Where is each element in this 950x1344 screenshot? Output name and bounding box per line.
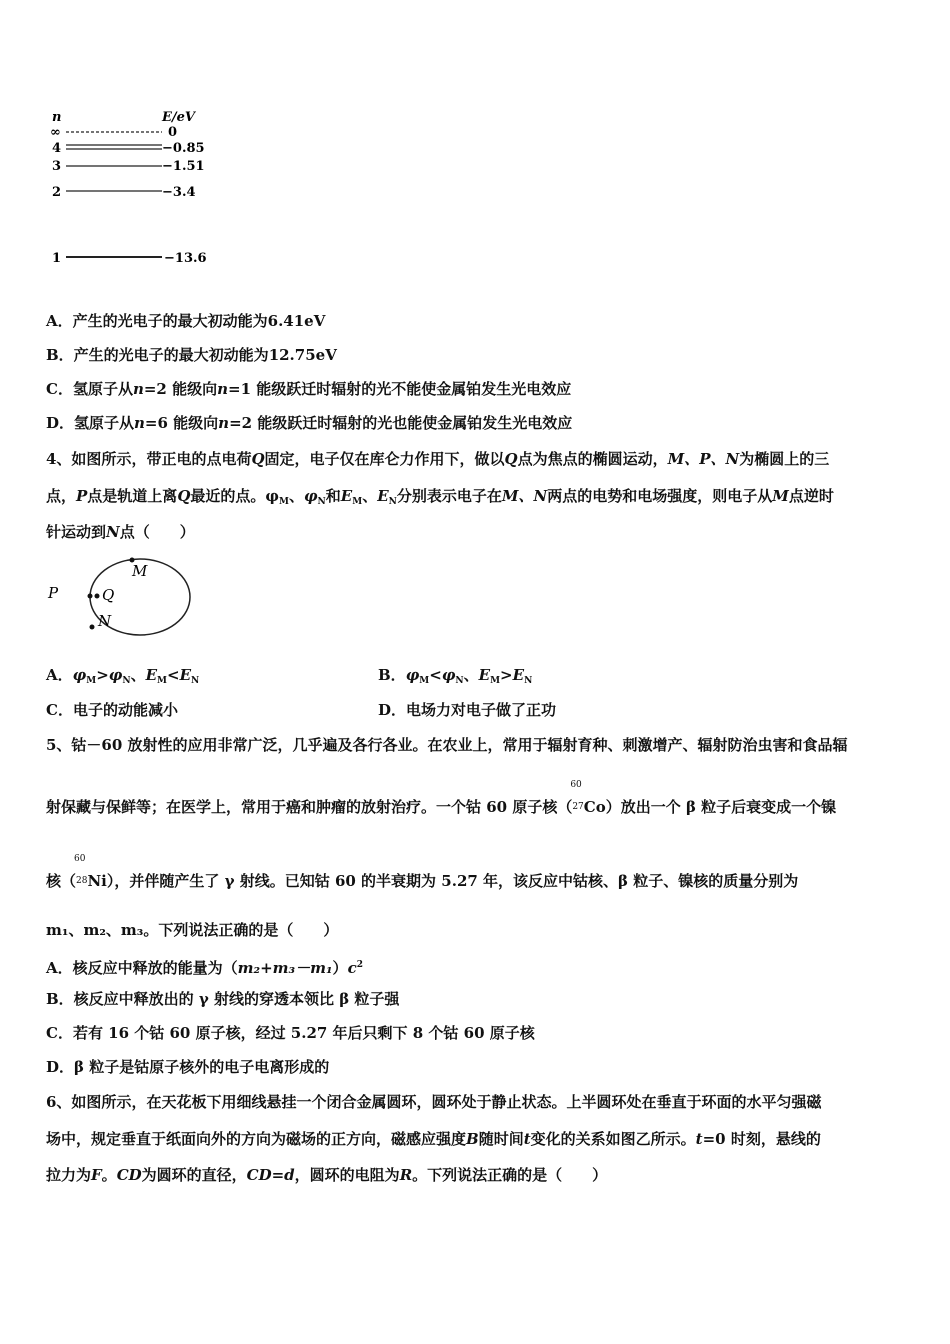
label-m: M bbox=[132, 562, 148, 580]
q6-stem-line-2: 场中，规定垂直于纸面向外的方向为磁场的正方向，磁感应强度B随时间t变化的关系如图乙所示。t=0 时刻，悬线的 bbox=[46, 1130, 821, 1148]
q6-stem-line-1: 6、如图所示，在天花板下用细线悬挂一个闭合金属圆环，圆环处于静止状态。上半圆环处在垂直于环面的水平匀强磁 bbox=[46, 1093, 822, 1111]
q5-option-c: C．若有 16 个钴 60 原子核，经过 5.27 年后只剩下 8 个钴 60 原子核 bbox=[46, 1024, 535, 1042]
point-p bbox=[88, 594, 93, 599]
q6-stem-line-3: 拉力为F。CD为圆环的直径，CD=d，圆环的电阻为R。下列说法正确的是（ ） bbox=[46, 1166, 608, 1184]
q4-option-d: D．电场力对电子做了正功 bbox=[378, 701, 557, 719]
point-q bbox=[95, 594, 100, 599]
level-e-3: −1.51 bbox=[162, 159, 205, 174]
level-n-inf: ∞ bbox=[50, 125, 61, 140]
level-n-1: 1 bbox=[52, 251, 62, 266]
label-p: P bbox=[48, 584, 59, 602]
q5-option-a: A．核反应中释放的能量为$(m_2+m_3-m_1)c^2$ bbox=[46, 959, 363, 977]
q5-stem-line-3: 核（ 60 $^{28}$Ni），并伴随产生了 γ 射线。已知钴 60 的半衰期为 5.27 年，该反应中钴核、β 粒子、镍核的质量分别为 bbox=[46, 854, 799, 890]
q3-option-b: B．产生的光电子的最大初动能为12.75eV bbox=[46, 346, 337, 364]
level-n-3: 3 bbox=[52, 159, 62, 174]
q4-stem-line-2: 点，P点是轨道上离Q最近的点。$\varphi_M$、$\varphi_N$和$E_M$、$E_N$分别表示电子在M、N两点的电势和电场强度，则电子从M点逆时 bbox=[46, 487, 834, 507]
q5-stem-line-4: m₁、m₂、m₃。下列说法正确的是（ ） bbox=[46, 921, 339, 939]
q4-option-c: C．电子的动能减小 bbox=[46, 701, 178, 719]
q5-option-d: D．β 粒子是钴原子核外的电子电离形成的 bbox=[46, 1058, 330, 1076]
n-axis-label: n bbox=[52, 110, 62, 125]
label-n: N bbox=[98, 612, 112, 630]
point-n bbox=[90, 625, 95, 630]
q4-ellipse-diagram bbox=[44, 555, 204, 645]
energy-level-diagram bbox=[44, 105, 224, 270]
level-n-2: 2 bbox=[52, 185, 62, 200]
q3-option-a: A．产生的光电子的最大初动能为6.41eV bbox=[46, 312, 326, 330]
q5-stem-line-2: 射保藏与保鲜等；在医学上，常用于癌和肿瘤的放射治疗。一个钴 60 原子核（ 60 $^{27}$Co）放出一个 β 粒子后衰变成一个镍 bbox=[46, 780, 837, 816]
q4-stem-line-3: 针运动到N点（ ） bbox=[46, 523, 195, 541]
label-q: Q bbox=[102, 586, 115, 604]
q4-stem-line-1: 4、如图所示，带正电的点电荷Q固定，电子仅在库仑力作用下，做以Q点为焦点的椭圆运动，M、P、N为椭圆上的三 bbox=[46, 450, 830, 468]
level-n-4: 4 bbox=[52, 141, 62, 156]
cobalt-nuclide: 60 $^{27}$Co bbox=[570, 780, 606, 816]
q4-option-a: A．$\varphi_M>\varphi_N$、$E_M<E_N$ bbox=[46, 666, 200, 686]
nickel-nuclide: 60 $^{28}$Ni bbox=[74, 854, 107, 890]
q3-option-d: D．氢原子从n=6 能级向n=2 能级跃迁时辐射的光也能使金属铂发生光电效应 bbox=[46, 414, 573, 432]
q5-stem-line-1: 5、钴－60 放射性的应用非常广泛，几乎遍及各行各业。在农业上，常用于辐射育种、刺激增产、辐射防治虫害和食品辐 bbox=[46, 736, 848, 754]
level-e-inf: 0 bbox=[168, 125, 178, 140]
energy-axis-label: E/eV bbox=[162, 110, 196, 125]
q4-option-b: B．$\varphi_M<\varphi_N$、$E_M>E_N$ bbox=[378, 666, 533, 686]
q5-option-b: B．核反应中释放出的 γ 射线的穿透本领比 β 粒子强 bbox=[46, 990, 400, 1008]
level-e-1: −13.6 bbox=[164, 251, 207, 266]
q3-option-c: C．氢原子从n=2 能级向n=1 能级跃迁时辐射的光不能使金属铂发生光电效应 bbox=[46, 380, 572, 398]
level-e-4: −0.85 bbox=[162, 141, 205, 156]
level-e-2: −3.4 bbox=[162, 185, 196, 200]
